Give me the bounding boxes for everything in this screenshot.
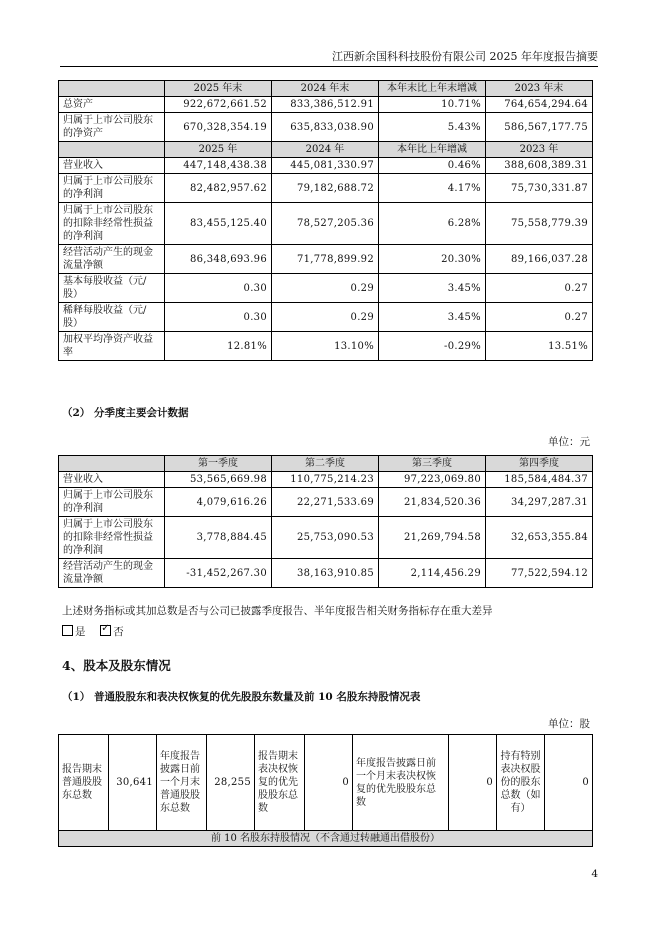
header-cell: 第一季度 (165, 456, 272, 472)
value-cell: 6.28% (379, 203, 486, 245)
value-cell: 0.46% (379, 158, 486, 174)
row-label: 总资产 (59, 97, 165, 113)
value-cell: 0.30 (165, 303, 272, 332)
value-cell: 670,328,354.19 (165, 113, 272, 142)
value-cell: 32,653,355.84 (486, 517, 593, 559)
label-cell: 报告期末普通股股东总数 (59, 735, 109, 831)
table-row (59, 735, 593, 831)
value-cell: 79,182,688.72 (272, 174, 379, 203)
value-cell: 0.30 (165, 274, 272, 303)
row-label: 经营活动产生的现金流量净额 (59, 559, 165, 588)
value-cell: 3.45% (379, 274, 486, 303)
value-cell: 21,834,520.36 (379, 488, 486, 517)
header-rule (60, 66, 598, 67)
header-cell: 2024 年末 (272, 81, 379, 97)
value-cell: 83,455,125.40 (165, 203, 272, 245)
table-header-row (59, 81, 593, 97)
value-cell: 635,833,038.90 (272, 113, 379, 142)
checkbox-no-checked-icon[interactable] (100, 625, 111, 636)
value-cell: 20.30% (379, 245, 486, 274)
table-header-row (59, 456, 593, 472)
label-cell: 年度报告披露日前一个月末表决权恢复的优先股股东总数 (353, 735, 449, 831)
value-cell: 30,641 (109, 735, 157, 831)
value-cell: 10.71% (379, 97, 486, 113)
option-yes-label: 是 (75, 626, 86, 638)
value-cell: 86,348,693.96 (165, 245, 272, 274)
page-number: 4 (591, 868, 598, 880)
row-label: 基本每股收益（元/股） (59, 274, 165, 303)
row-label: 营业收入 (59, 158, 165, 174)
table-row (59, 97, 593, 113)
table-row (59, 303, 593, 332)
value-cell: 0.27 (486, 274, 593, 303)
header-cell: 本年比上年增减 (379, 142, 486, 158)
table-row (59, 332, 593, 361)
row-label: 归属于上市公司股东的扣除非经常性损益的净利润 (59, 203, 165, 245)
value-cell: 28,255 (207, 735, 255, 831)
row-label: 归属于上市公司股东的净利润 (59, 174, 165, 203)
checkbox-yes-icon[interactable] (62, 625, 73, 636)
value-cell: 25,753,090.53 (272, 517, 379, 559)
header-cell (59, 81, 165, 97)
value-cell: 75,558,779.39 (486, 203, 593, 245)
header-cell: 2024 年 (272, 142, 379, 158)
disclosure-note: 上述财务指标或其加总数是否与公司已披露季度报告、半年度报告相关财务指标存在重大差异 (62, 605, 493, 617)
table-row (59, 472, 593, 488)
row-label: 归属于上市公司股东的净利润 (59, 488, 165, 517)
value-cell: 0.27 (486, 303, 593, 332)
table-row (59, 158, 593, 174)
row-label: 营业收入 (59, 472, 165, 488)
value-cell: 22,271,533.69 (272, 488, 379, 517)
header-cell: 2025 年末 (165, 81, 272, 97)
key-financials-table (58, 80, 593, 361)
quarterly-unit-label: 单位：元 (548, 436, 590, 448)
value-cell: 34,297,287.31 (486, 488, 593, 517)
disclosure-options (62, 624, 124, 639)
shareholder-count-table (58, 734, 593, 847)
value-cell: 0 (545, 735, 593, 831)
quarterly-subheading: （2） 分季度主要会计数据 (62, 407, 189, 419)
label-cell: 持有特别表决权股份的股东总数（如有） (497, 735, 545, 831)
value-cell: 4.17% (379, 174, 486, 203)
header-cell (59, 142, 165, 158)
header-cell: 本年末比上年末增减 (379, 81, 486, 97)
value-cell: 13.10% (272, 332, 379, 361)
table-footer-row (59, 831, 593, 847)
row-label: 归属于上市公司股东的扣除非经常性损益的净利润 (59, 517, 165, 559)
value-cell: 110,775,214.23 (272, 472, 379, 488)
label-cell: 年度报告披露日前一个月末普通股股东总数 (157, 735, 207, 831)
value-cell: 77,522,594.12 (486, 559, 593, 588)
value-cell: 13.51% (486, 332, 593, 361)
value-cell: 38,163,910.85 (272, 559, 379, 588)
row-label: 稀释每股收益（元/股） (59, 303, 165, 332)
option-no-label: 否 (113, 626, 124, 638)
value-cell: 922,672,661.52 (165, 97, 272, 113)
value-cell: 445,081,330.97 (272, 158, 379, 174)
table-row (59, 517, 593, 559)
shareholder-subheading: （1） 普通股股东和表决权恢复的优先股股东数量及前 10 名股东持股情况表 (62, 691, 421, 703)
value-cell: 5.43% (379, 113, 486, 142)
value-cell: 3.45% (379, 303, 486, 332)
value-cell: -31,452,267.30 (165, 559, 272, 588)
label-cell: 报告期末表决权恢复的优先股股东总数 (255, 735, 305, 831)
value-cell: 0 (305, 735, 353, 831)
header-cell: 第四季度 (486, 456, 593, 472)
shareholder-unit-label: 单位：股 (548, 718, 590, 730)
value-cell: 833,386,512.91 (272, 97, 379, 113)
header-cell: 第三季度 (379, 456, 486, 472)
value-cell: 447,148,438.38 (165, 158, 272, 174)
page-header: 江西新余国科科技股份有限公司 2025 年年度报告摘要 (332, 50, 598, 63)
header-cell: 2023 年 (486, 142, 593, 158)
table-header-row (59, 142, 593, 158)
value-cell: 3,778,884.45 (165, 517, 272, 559)
value-cell: 89,166,037.28 (486, 245, 593, 274)
value-cell: 71,778,899.92 (272, 245, 379, 274)
value-cell: 97,223,069.80 (379, 472, 486, 488)
header-cell: 2025 年 (165, 142, 272, 158)
value-cell: 764,654,294.64 (486, 97, 593, 113)
value-cell: 78,527,205.36 (272, 203, 379, 245)
value-cell: 4,079,616.26 (165, 488, 272, 517)
table-row (59, 245, 593, 274)
value-cell: 2,114,456.29 (379, 559, 486, 588)
top10-heading-cell: 前 10 名股东持股情况（不含通过转融通出借股份） (59, 831, 593, 847)
row-label: 经营活动产生的现金流量净额 (59, 245, 165, 274)
table-row (59, 488, 593, 517)
value-cell: 12.81% (165, 332, 272, 361)
table-row (59, 203, 593, 245)
value-cell: 586,567,177.75 (486, 113, 593, 142)
value-cell: 0.29 (272, 303, 379, 332)
header-cell (59, 456, 165, 472)
section-heading: 4、股本及股东情况 (62, 658, 171, 673)
header-cell: 2023 年末 (486, 81, 593, 97)
row-label: 归属于上市公司股东的净资产 (59, 113, 165, 142)
value-cell: 21,269,794.58 (379, 517, 486, 559)
value-cell: 53,565,669.98 (165, 472, 272, 488)
header-cell: 第二季度 (272, 456, 379, 472)
table-row (59, 274, 593, 303)
value-cell: -0.29% (379, 332, 486, 361)
value-cell: 75,730,331.87 (486, 174, 593, 203)
value-cell: 185,584,484.37 (486, 472, 593, 488)
table-row (59, 174, 593, 203)
value-cell: 82,482,957.62 (165, 174, 272, 203)
value-cell: 0.29 (272, 274, 379, 303)
value-cell: 388,608,389.31 (486, 158, 593, 174)
value-cell: 0 (449, 735, 497, 831)
table-row (59, 559, 593, 588)
row-label: 加权平均净资产收益率 (59, 332, 165, 361)
quarterly-data-table (58, 455, 593, 588)
table-row (59, 113, 593, 142)
